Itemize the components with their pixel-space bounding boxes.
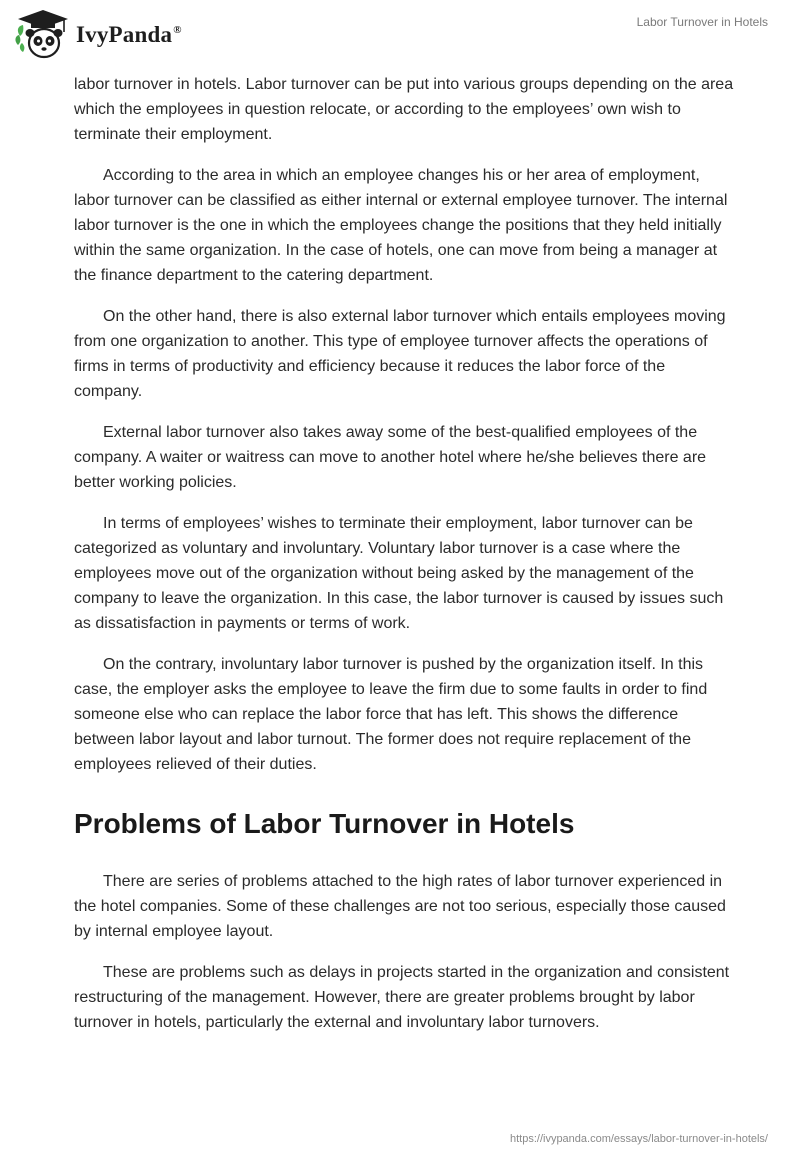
paragraph-1: labor turnover in hotels. Labor turnover can be put into various groups depending on the area which the employees in question relocate, or according to the employees’ own wish to terminate their employment. — [74, 76, 734, 143]
paragraph-2: According to the area in which an employee changes his or her area of employment, labor turnover can be classified as either internal or external employee turnover. The internal labor turnover is the one in which the employees change the positions that they held initially within the same organization. In the case of hotels, one can move from being a manager at the finance department to the catering department. — [74, 167, 728, 284]
paragraph-7: There are series of problems attached to the high rates of labor turnover experienced in the hotel companies. Some of these challenges are not too serious, especially those caused by internal employee layout. — [74, 873, 726, 940]
section-heading: Problems of Labor Turnover in Hotels — [74, 808, 575, 839]
page-header — [0, 0, 800, 70]
document-title: Labor Turnover in Hotels — [636, 15, 768, 29]
paragraph-4: External labor turnover also takes away some of the best-qualified employees of the company. A waiter or waitress can move to another hotel where he/she believes there are better working policies. — [74, 424, 707, 491]
essay-body — [74, 72, 734, 1051]
paragraph-3: On the other hand, there is also external labor turnover which entails employees moving from one organization to another. This type of employee turnover affects the operations of firms in terms of productivity and efficiency because it reduces the labor force of the company. — [74, 308, 726, 400]
brand-name — [76, 22, 182, 48]
paragraph-6: On the contrary, involuntary labor turnover is pushed by the organization itself. In this case, the employer asks the employee to leave the firm due to some faults in order to find someone else who can replace the labor force that has left. This shows the difference between labor layout and labor turnout. The former does not require replacement of the employees relieved of their duties. — [74, 656, 708, 773]
source-url[interactable]: https://ivypanda.com/essays/labor-turnover-in-hotels/ — [509, 1133, 768, 1145]
paragraph-5: In terms of employees’ wishes to terminate their employment, labor turnover can be categorized as voluntary and involuntary. Voluntary labor turnover is a case where the employees move out of the organization without being asked by the management of the company to leave the organization. In this case, the labor turnover is caused by issues such as dissatisfaction in payments or terms of work. — [74, 515, 724, 632]
paragraph-8: These are problems such as delays in projects started in the organization and consistent restructuring of the management. However, there are greater problems brought by labor turnover in hotels, particularly the external and involuntary labor turnovers. — [74, 964, 730, 1031]
ivypanda-logo[interactable] — [14, 8, 182, 60]
panda-graduate-icon — [14, 8, 72, 60]
brand-name-text: IvyPanda — [76, 22, 173, 47]
registered-mark: ® — [173, 24, 182, 37]
